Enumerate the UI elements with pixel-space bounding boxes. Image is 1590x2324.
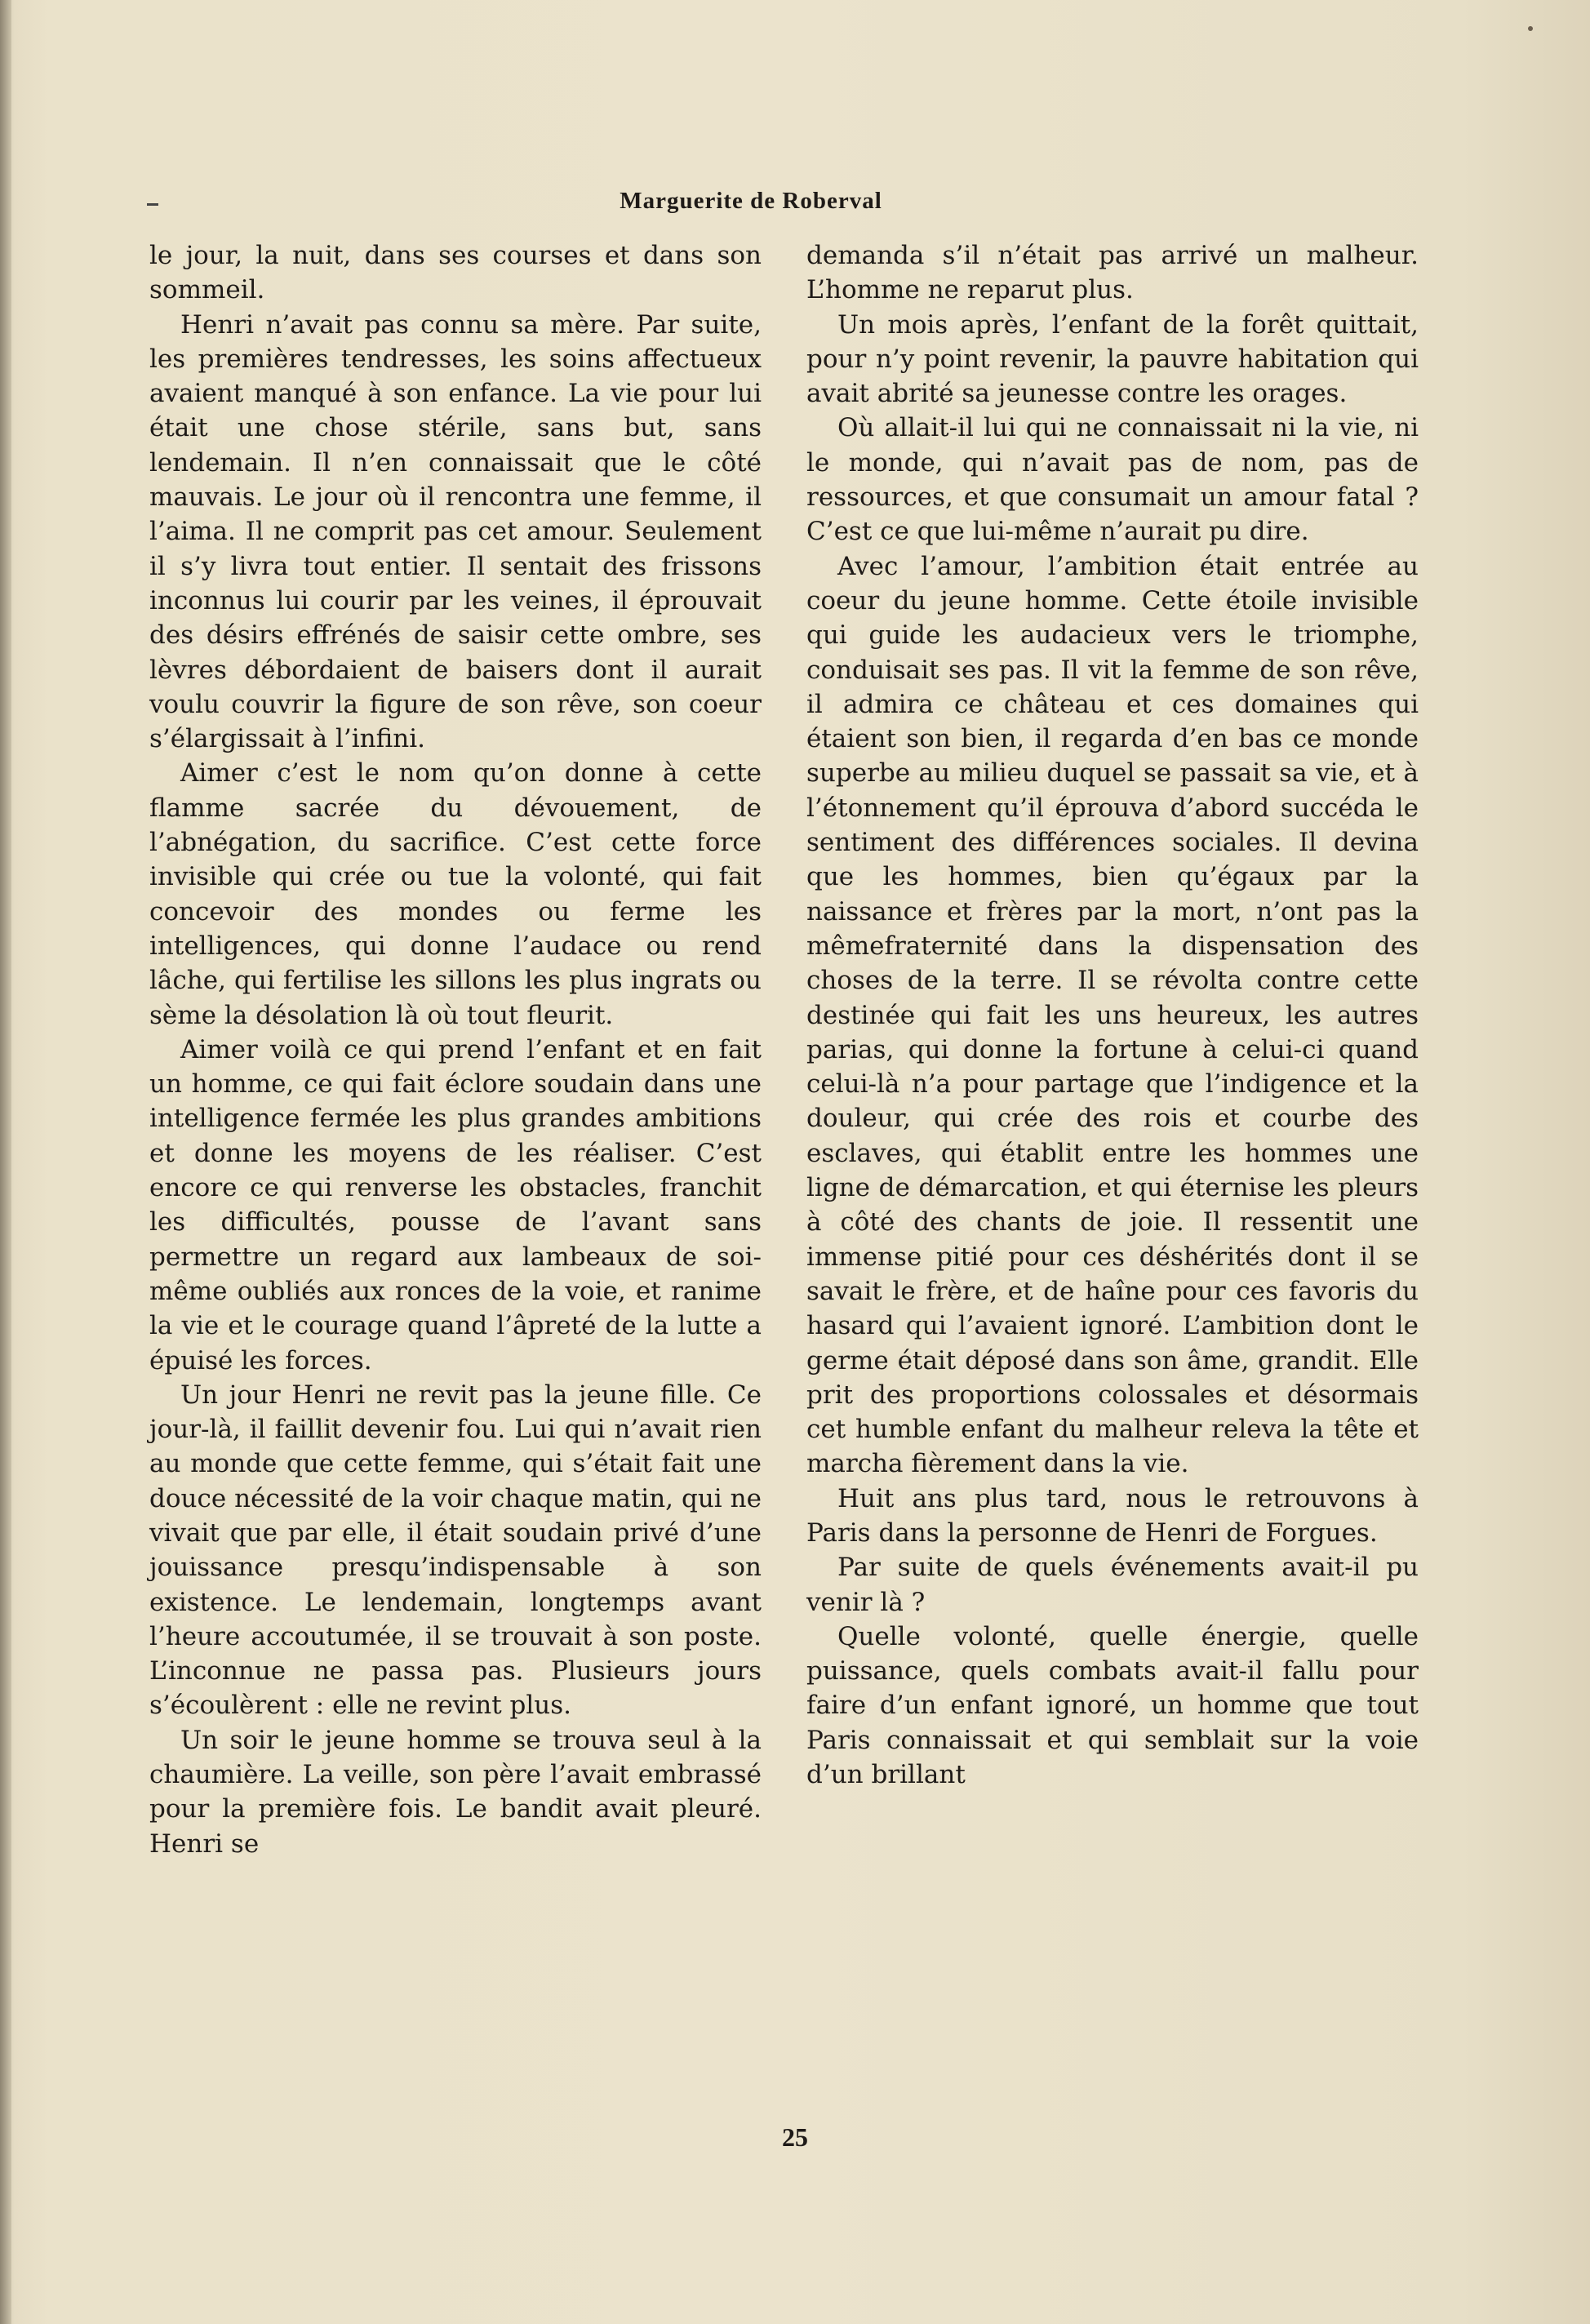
paragraph: Un mois après, l’enfant de la forêt quittait, pour n’y point revenir, la pauvre habitation qui avait abrité sa jeunesse contre les orages. <box>806 309 1419 409</box>
paragraph: Aimer voilà ce qui prend l’enfant et en fait un homme, ce qui fait éclore soudain dans une intelligence fermée les plus grandes ambitions et donne les moyens de les réaliser. C’est encore ce qui renverse les obstacles, franchit les difficultés, pousse de l’avant sans permettre un regard aux lambeaux de soi-même oubliés aux ronces de la voie, et ranime la vie et le courage quand l’âpreté de la lutte a épuisé les forces. <box>149 1034 762 1375</box>
paper-speck <box>1528 26 1533 31</box>
paragraph: Par suite de quels événements avait-il pu venir là ? <box>806 1553 1419 1617</box>
page-number: 25 <box>782 2122 808 2152</box>
running-title: Marguerite de Roberval <box>620 188 882 214</box>
paragraph: Quelle volonté, quelle énergie, quelle puissance, quels combats avait-il fallu pour faire d’un enfant ignoré, un homme que tout Paris connaissait et qui semblait sur la voie d’un brillant <box>806 1621 1419 1790</box>
paragraph: demanda s’il n’était pas arrivé un malheur. L’homme ne reparut plus. <box>806 241 1419 305</box>
paragraph: Huit ans plus tard, nous le retrouvons à Paris dans la personne de Henri de Forgues. <box>806 1483 1419 1548</box>
right-text-column <box>806 238 1419 1792</box>
paragraph: Un soir le jeune homme se trouva seul à la chaumière. La veille, son père l’avait embrassé pour la première fois. Le bandit avait pleuré. Henri se <box>149 1725 762 1859</box>
header-dash <box>147 203 158 206</box>
paragraph: Avec l’amour, l’ambition était entrée au coeur du jeune homme. Cette étoile invisible qui guide les audacieux vers le triomphe, conduisait ses pas. Il vit la femme de son rêve, il admira ce château et ces domaines qui étaient son bien, il regarda d’en bas ce monde superbe au milieu duquel se passait sa vie, et à l’étonnement qu’il éprouva d’abord succéda le sentiment des différences sociales. Il devina que les hommes, bien qu’égaux par la naissance et frères par la mort, n’ont pas la mêmefraternité dans la dispensation des choses de la terre. Il se révolta contre cette destinée qui fait les uns heureux, les autres parias, qui donne la fortune à celui-ci quand celui-là n’a pour partage que l’indigence et la douleur, qui crée des rois et courbe des esclaves, qui établit entre les hommes une ligne de démarcation, et qui éternise les pleurs à côté des chants de joie. Il ressentit une immense pitié pour ces déshérités dont il se savait le frère, et de haîne pour ces favoris du hasard qui l’avaient ignoré. L’ambition dont le germe était déposé dans son âme, grandit. Elle prit des proportions colossales et désormais cet humble enfant du malheur releva la tête et marcha fièrement dans la vie. <box>806 551 1419 1479</box>
paragraph: Aimer c’est le nom qu’on donne à cette flamme sacrée du dévouement, de l’abnégation, du sacrifice. C’est cette force invisible qui crée ou tue la volonté, qui fait concevoir des mondes ou ferme les intelligences, qui donne l’audace ou rend lâche, qui fertilise les sillons les plus ingrats ou sème la désolation là où tout fleurit. <box>149 758 762 1030</box>
paragraph: Un jour Henri ne revit pas la jeune fille. Ce jour-là, il faillit devenir fou. Lui qui n’avait rien au monde que cette femme, qui s’était fait une douce nécessité de la voir chaque matin, qui ne vivait que par elle, il était soudain privé d’une jouissance presqu’indispensable à son existence. Le lendemain, longtemps avant l’heure accoutumée, il se trouvait à son poste. L’inconnue ne passa pas. Plusieurs jours s’écoulèrent : elle ne revint plus. <box>149 1380 762 1721</box>
left-text-column <box>149 238 762 1861</box>
paragraph: le jour, la nuit, dans ses courses et dans son sommeil. <box>149 241 762 305</box>
paragraph: Henri n’avait pas connu sa mère. Par suite, les premières tendresses, les soins affectueux avaient manqué à son enfance. La vie pour lui était une chose stérile, sans but, sans lendemain. Il n’en connaissait que le côté mauvais. Le jour où il rencontra une femme, il l’aima. Il ne comprit pas cet amour. Seulement il s’y livra tout entier. Il sentait des frissons inconnus lui courir par les veines, il éprouvait des désirs effrénés de saisir cette ombre, ses lèvres débordaient de baisers dont il aurait voulu couvrir la figure de son rêve, son coeur s’élargissait à l’infini. <box>149 309 762 754</box>
page-binding-edge <box>0 0 11 2324</box>
paragraph: Où allait-il lui qui ne connaissait ni la vie, ni le monde, qui n’avait pas de nom, pas de ressources, et que consumait un amour fatal ? C’est ce que lui-même n’aurait pu dire. <box>806 413 1419 547</box>
